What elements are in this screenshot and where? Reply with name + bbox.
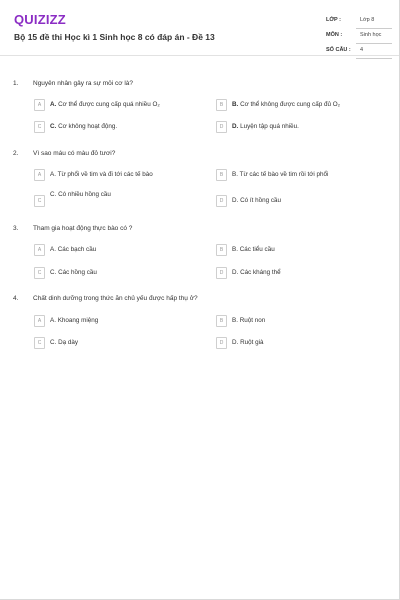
question-number: 4. [13,295,19,302]
option-letter-box: A [34,315,45,327]
question-number: 2. [13,150,19,157]
option-letter-box: B [216,99,227,111]
header-divider [0,55,399,56]
option-text: Các bạch cầu [57,246,97,253]
option-letter-box: C [34,267,45,279]
option-letter-box: B [216,244,227,256]
option-d[interactable] [216,267,391,279]
meta-underline [356,58,392,59]
option-text: Các hồng cầu [58,269,97,276]
option-label: D. [232,197,239,204]
option-letter-box: D [216,195,227,207]
option-letter-box: D [216,337,227,349]
option-text: Từ phổi về tim và đi tới các tế bào [57,171,153,178]
meta-label: LỚP : [326,17,341,23]
option-text: Từ các tế bào về tim rồi tới phổi [239,171,329,178]
meta-underline [356,43,392,44]
option-b[interactable] [216,244,391,256]
option-label: C. [50,269,57,276]
option-text: Luyện tập quá nhiều. [240,123,299,130]
option-a[interactable] [34,169,209,181]
meta-value: Sinh học [360,32,382,38]
option-letter-box: B [216,315,227,327]
option-text: Các kháng thể [240,269,281,276]
question-text: Vì sao máu có màu đỏ tươi? [33,150,116,157]
option-d[interactable] [216,121,391,133]
option-letter-box: C [34,195,45,207]
option-text: Cơ không hoạt động. [58,123,118,130]
option-text: Khoang miệng [57,317,99,324]
option-label: B. [232,317,238,324]
meta-value: 4 [360,47,364,53]
option-c[interactable] [34,337,209,349]
option-c[interactable] [34,121,209,133]
option-text: Ruột già [240,339,264,346]
meta-label: SỐ CÂU : [326,47,351,53]
question-number: 1. [13,80,19,87]
question-number: 3. [13,225,19,232]
option-label: A. [50,171,56,178]
option-label: D. [232,269,239,276]
option-letter-box: A [34,99,45,111]
option-label: C. [50,191,57,198]
option-label: A. [50,317,56,324]
option-b[interactable] [216,315,391,327]
option-text: Có ít hồng cầu [240,197,282,204]
meta-class [326,15,392,30]
option-text: Ruột non [239,317,266,324]
option-c[interactable] [34,193,209,205]
option-label: B. [232,246,238,253]
worksheet-meta [326,15,392,60]
option-letter-box: A [34,169,45,181]
option-a[interactable] [34,99,209,111]
option-text: Dạ dày [58,339,79,346]
option-label: B. [232,171,238,178]
option-letter-box: A [34,244,45,256]
meta-label: MÔN : [326,32,343,38]
question-text: Tham gia hoạt động thực bào có ? [33,225,133,232]
option-label: A. [50,246,56,253]
option-letter-box: B [216,169,227,181]
option-text: Có nhiều hồng cầu [58,191,111,198]
meta-subject [326,30,392,45]
option-b[interactable] [216,169,391,181]
option-label: D. [232,123,239,130]
option-a[interactable] [34,244,209,256]
question-text: Nguyên nhân gây ra sự mỏi cơ là? [33,80,134,87]
option-c[interactable] [34,267,209,279]
option-a[interactable] [34,315,209,327]
option-d[interactable] [216,195,391,207]
option-label: A. [50,101,57,108]
option-label: B. [232,101,239,108]
quizizz-logo: QUIZIZZ [14,12,66,27]
option-letter-box: C [34,337,45,349]
meta-question-count [326,45,392,60]
option-text: Cơ thể không được cung cấp đủ O₂ [240,101,341,108]
worksheet-title: Bộ 15 đề thi Học kì 1 Sinh học 8 có đáp án - Đề 13 [14,32,215,42]
option-d[interactable] [216,337,391,349]
option-text: Các tiểu cầu [239,246,275,253]
option-letter-box: D [216,121,227,133]
meta-value: Lớp 8 [360,17,375,23]
option-label: D. [232,339,239,346]
question-text: Chất dinh dưỡng trong thức ăn chủ yếu được hấp thụ ở? [33,295,198,302]
meta-underline [356,28,392,29]
option-b[interactable] [216,99,391,111]
option-label: C. [50,339,57,346]
option-letter-box: C [34,121,45,133]
option-letter-box: D [216,267,227,279]
option-label: C. [50,123,57,130]
option-text: Cơ thể được cung cấp quá nhiều O₂ [58,101,160,108]
